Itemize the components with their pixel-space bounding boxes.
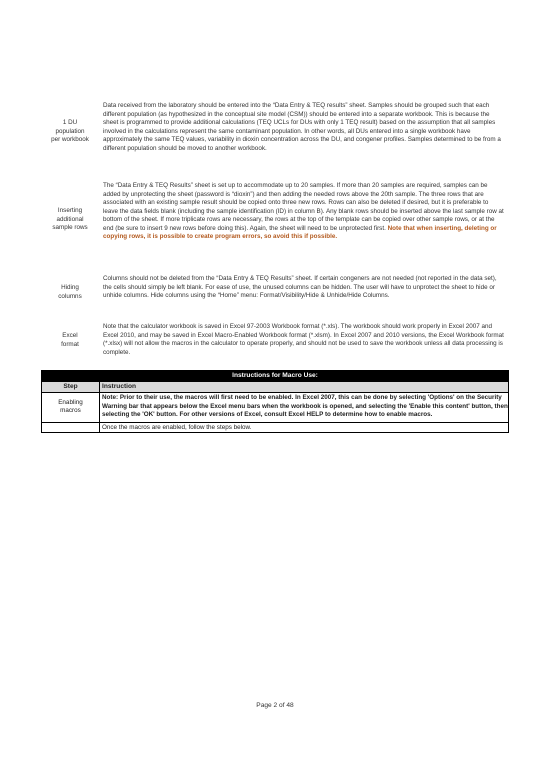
label-line: Excel <box>62 332 78 339</box>
section-label <box>40 275 100 301</box>
section-excel <box>40 323 505 357</box>
warning-text: Note that when inserting, deleting or copying rows, it is possible to create program errors, so avoid this if possible. <box>103 224 497 240</box>
instruction-cell: Note: Prior to their use, the macros will first need to be enabled. In Excel 2007, this can be done by selecting 'Options' on the Security Warning bar that appears below the Excel menu bars when the workbook is opened, and selecting the 'Enable this content' button, then selecting the 'OK' button. For other versions of Excel, consult Excel HELP to determine how to enable macros. <box>102 394 508 418</box>
section-label <box>40 182 100 242</box>
page-number: Page 2 of 48 <box>256 702 294 709</box>
macro-instructions-table <box>41 370 509 433</box>
step-line: Enabling <box>58 398 83 406</box>
label-line: 1 DU <box>62 119 78 126</box>
section-text: Data received from the laboratory should be entered into the “Data Entry & TEQ results” sheet. Samples should be grouped such that each different population (as hypothesized in the conceptual site model (CSM)) should be entered into a separate workbook. This is because the sheet is programmed to provide additional calculations (TEQ UCLs for DUs with only 1 TEQ result) based on the assumption that all samples involved in the calculations represent the same contaminant population. In other words, all DUs entered into a single workbook have approximately the same TEQ values, variability in dioxin concentration across the DU, and congener profiles. Samples determined to be from a different population should be moved to another workbook. <box>103 102 501 152</box>
table-row <box>42 392 508 422</box>
label-line: sample rows <box>52 224 88 231</box>
label-line: additional <box>56 215 84 223</box>
section-text: Note that the calculator workbook is saved in Excel 97-2003 Workbook format (*.xls). The workbook should work properly in Excel 2007 and Excel 2010, and may be saved in Excel Macro-Enabled Workbook format (*.xlsm). In Excel 2007 and 2010 versions, the Excel Workbook format (*.xlsx) will not allow the macros in the calculator to operate properly, and should not be used to save the workbook unless all data processing is complete. <box>103 323 504 356</box>
label-line: Inserting <box>57 207 83 214</box>
table-row <box>42 422 508 432</box>
label-line: population <box>55 127 85 135</box>
section-hiding <box>40 275 505 301</box>
section-label <box>40 323 100 357</box>
step-cell <box>42 393 100 422</box>
section-text: Columns should not be deleted from the “Data Entry & TEQ Results” sheet. If certain congeners are not needed (not reported in the data set), the cells should simply be left blank. For ease of use, the unused columns can be hidden. The user will have to unprotect the sheet to hide or unhide columns. Hide columns using the “Home” menu: Format/Visibility/Hide & Unhide/Hide Columns. <box>103 275 497 299</box>
step-line: macros <box>60 407 81 415</box>
section-label <box>40 102 100 153</box>
label-line: format <box>61 340 79 348</box>
section-inserting <box>40 182 505 242</box>
section-one-du <box>40 102 505 153</box>
label-line: Hiding <box>61 284 79 291</box>
instruction-cell: Once the macros are enabled, follow the steps below. <box>102 423 252 431</box>
section-text-body: The “Data Entry & TEQ Results” sheet is set up to accommodate up to 20 samples. If more than 20 samples are required, samples can be added by unprotecting the sheet (password is “dioxin”) and then adding the needed rows above the 20th sample. The three rows that are associated with an existing sample result should be copied onto three new rows. Rows can also be deleted if desired, but it is preferable to leave the data fields blank (including the sample identification (ID) in column B). Any blank rows should be inserted above the last sample row at bottom of the sheet. If more triplicate rows are necessary, the rows at the top of the template can be copied over other sample rows, or at the end (be sure to insert 9 new rows before doing this). Again, the sheet will need to be unprotected first. <box>103 182 504 232</box>
label-line: columns <box>58 292 82 300</box>
column-header-step: Step <box>42 382 100 392</box>
step-cell <box>42 423 100 432</box>
table-title: Instructions for Macro Use: <box>42 371 508 381</box>
column-header-instruction: Instruction <box>102 383 137 390</box>
label-line: per workbook <box>51 136 89 143</box>
table-header-row <box>42 381 508 392</box>
section-text <box>100 182 505 242</box>
